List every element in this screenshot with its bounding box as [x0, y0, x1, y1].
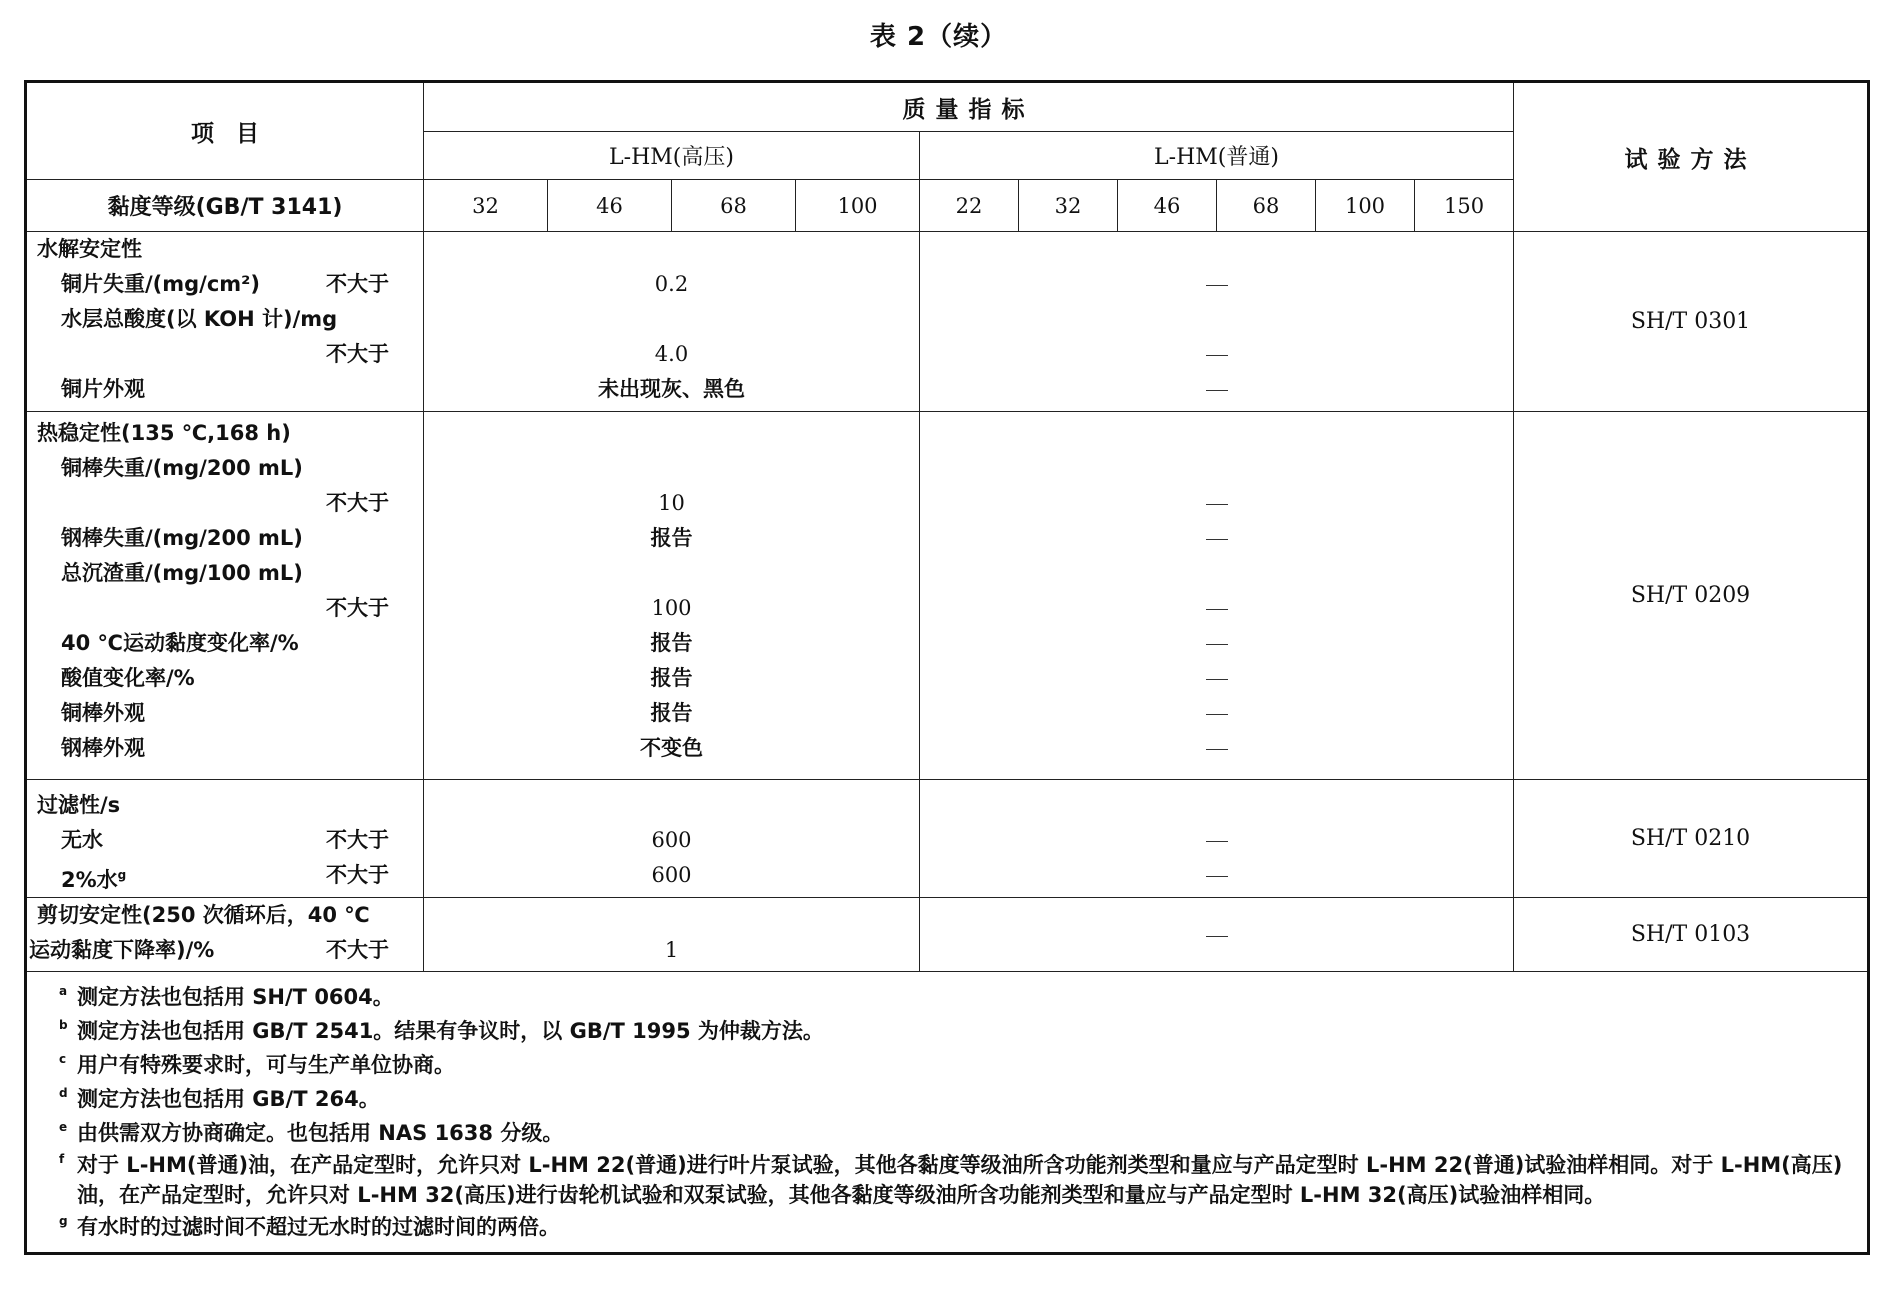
grade-high-100: 100	[796, 180, 920, 232]
dash-mark	[1206, 936, 1228, 937]
shear-labels	[26, 898, 424, 972]
dash-mark	[1206, 285, 1228, 286]
copper-loss-label: 铜片失重/(mg/cm²)	[61, 272, 260, 296]
section-filterability	[26, 780, 1869, 898]
dash-mark	[1206, 714, 1228, 715]
footnotes-row	[26, 972, 1869, 1254]
dash-mark	[1206, 749, 1228, 750]
grade-normal-68: 68	[1217, 180, 1316, 232]
sludge-label: 总沉渣重/(mg/100 mL)	[61, 561, 303, 585]
dash-mark	[1206, 841, 1228, 842]
steel-rod-appearance-label: 钢棒外观	[61, 736, 145, 760]
footnote-g: g 有水时的过滤时间不超过无水时的过滤时间的两倍。	[59, 1214, 560, 1239]
dash-mark	[1206, 679, 1228, 680]
footnote-a: a 测定方法也包括用 SH/T 0604。	[59, 984, 394, 1009]
acid-change-label: 酸值变化率/%	[61, 666, 195, 690]
header-test-method: 试验方法	[1514, 82, 1869, 232]
table-caption: 表 2（续）	[869, 22, 1008, 52]
footnotes	[26, 972, 1869, 1254]
not-greater-label: 不大于	[326, 342, 389, 366]
section-thermal-stability	[26, 412, 1869, 780]
hydrolytic-labels	[26, 232, 424, 412]
filter-title: 过滤性/s	[37, 793, 121, 817]
header-lhm-normal: L-HM(普通)	[920, 132, 1514, 180]
specification-table	[24, 80, 1870, 1255]
grade-high-68: 68	[672, 180, 796, 232]
section-shear-stability	[26, 898, 1869, 972]
copper-appearance-label: 铜片外观	[61, 377, 145, 401]
acidity-label: 水层总酸度(以 KOH 计)/mg	[61, 307, 338, 331]
header-item: 项目	[26, 82, 424, 180]
copper-rod-loss-value: 10	[658, 491, 685, 515]
shear-normal-values	[920, 898, 1514, 972]
footnote-mark-g: g	[117, 868, 127, 882]
copper-rod-appearance-value: 报告	[650, 701, 693, 725]
viscosity-grade-label: 黏度等级(GB/T 3141)	[26, 180, 424, 232]
dash-mark	[1206, 355, 1228, 356]
hydrolytic-high-values	[424, 232, 920, 412]
header-lhm-high-pressure: L-HM(高压)	[424, 132, 920, 180]
steel-rod-loss-label: 钢棒失重/(mg/200 mL)	[61, 526, 303, 550]
shear-value: 1	[664, 938, 679, 962]
not-greater-label: 不大于	[326, 828, 389, 852]
dash-mark	[1206, 504, 1228, 505]
shear-title-line2: 运动黏度下降率)/%	[29, 938, 215, 962]
hydrolytic-normal-values	[920, 232, 1514, 412]
footnote-d: d 测定方法也包括用 GB/T 264。	[59, 1086, 380, 1111]
acid-change-value: 报告	[650, 666, 693, 690]
thermal-labels	[26, 412, 424, 780]
acidity-value: 4.0	[654, 342, 689, 366]
footnote-c: c 用户有特殊要求时，可与生产单位协商。	[59, 1052, 455, 1077]
dash-mark	[1206, 390, 1228, 391]
thermal-normal-values	[920, 412, 1514, 780]
copper-rod-loss-label: 铜棒失重/(mg/200 mL)	[61, 456, 303, 480]
steel-rod-loss-value: 报告	[650, 526, 693, 550]
dash-mark	[1206, 644, 1228, 645]
method-hydrolytic: SH/T 0301	[1514, 232, 1869, 412]
footnote-f: f 对于 L-HM(普通)油，在产品定型时，允许只对 L-HM 22(普通)进行叶片泵试验，其他各黏度等级油所含功能剂类型和量应与产品定型时 L-HM 22(普通)试验油样相同。对于 L-HM(高压)油，在产品定型时，允许只对 L-HM 32(高压)进行齿轮机试验和双泵试验，其他各黏度等级油所含功能剂类型和量应与产品定型时 L-HM 32(高压)试验油样相同。	[59, 1152, 1843, 1207]
not-greater-label: 不大于	[326, 938, 389, 962]
hydrolytic-title: 水解安定性	[37, 237, 142, 261]
anhydrous-label: 无水	[61, 828, 103, 852]
footnote-b: b 测定方法也包括用 GB/T 2541。结果有争议时，以 GB/T 1995 为仲裁方法。	[59, 1018, 824, 1043]
footnote-e: e 由供需双方协商确定。也包括用 NAS 1638 分级。	[59, 1120, 564, 1145]
anhydrous-value: 600	[651, 828, 692, 852]
steel-rod-appearance-value: 不变色	[640, 736, 703, 760]
filter-high-values	[424, 780, 920, 898]
grade-normal-150: 150	[1415, 180, 1514, 232]
visc-change-value: 报告	[650, 631, 693, 655]
section-hydrolytic-stability	[26, 232, 1869, 412]
thermal-title: 热稳定性(135 ℃,168 h)	[37, 421, 291, 445]
shear-title-line1: 剪切安定性(250 次循环后，40 ℃	[37, 903, 370, 927]
method-filterability: SH/T 0210	[1514, 780, 1869, 898]
thermal-high-values	[424, 412, 920, 780]
not-greater-label: 不大于	[326, 272, 389, 296]
copper-appearance-value: 未出现灰、黑色	[598, 377, 745, 401]
not-greater-label: 不大于	[326, 863, 389, 887]
method-thermal: SH/T 0209	[1514, 412, 1869, 780]
water-label: 2%水	[61, 868, 118, 892]
copper-loss-value: 0.2	[654, 272, 689, 296]
copper-rod-appearance-label: 铜棒外观	[61, 701, 145, 725]
water-value: 600	[651, 863, 692, 887]
not-greater-label: 不大于	[326, 491, 389, 515]
filter-normal-values	[920, 780, 1514, 898]
filter-labels	[26, 780, 424, 898]
dash-mark	[1206, 539, 1228, 540]
dash-mark	[1206, 609, 1228, 610]
header-quality-index: 质量指标	[424, 82, 1514, 132]
sludge-value: 100	[651, 596, 692, 620]
grade-normal-22: 22	[920, 180, 1019, 232]
visc-change-label: 40 ℃运动黏度变化率/%	[61, 631, 299, 655]
grade-normal-46: 46	[1118, 180, 1217, 232]
not-greater-label: 不大于	[326, 596, 389, 620]
grade-normal-100: 100	[1316, 180, 1415, 232]
dash-mark	[1206, 876, 1228, 877]
grade-high-46: 46	[548, 180, 672, 232]
method-shear: SH/T 0103	[1514, 898, 1869, 972]
grade-high-32: 32	[424, 180, 548, 232]
grade-normal-32: 32	[1019, 180, 1118, 232]
shear-high-values	[424, 898, 920, 972]
